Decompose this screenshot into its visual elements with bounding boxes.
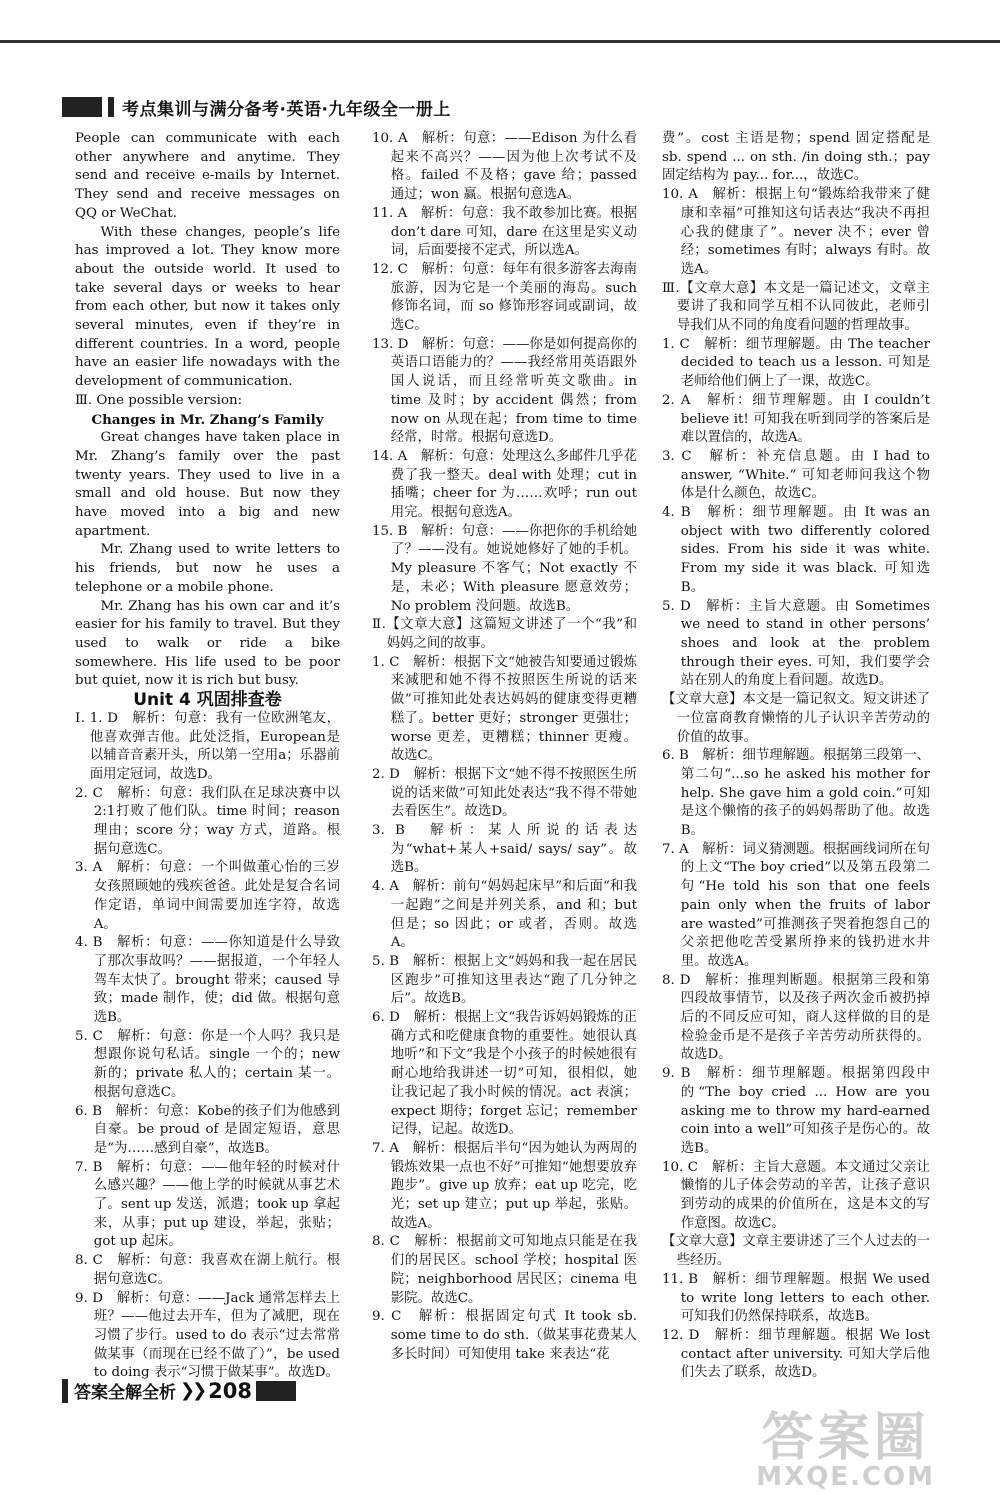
watermark-line-2: MXQE.COM bbox=[756, 1462, 935, 1492]
section-heading: Ⅲ.【文章大意】本文是一篇记述文，文章主要讲了我和同学互相不认同彼此，老师引导我们从不同的角度看问题的哲理故事。 bbox=[662, 280, 930, 334]
answer-item: 11. B 解析：细节理解题。根据 We used to write long letters to each other. 可知我们仍然保持联系，故选B。 bbox=[662, 1271, 930, 1325]
answer-item: 8. D 解析：推理判断题。根据第三段和第四段故事情节，以及孩子两次金币被扔掉后的不同反应可知，商人这样做的目的是检验金币是不是孩子辛苦劳动所获得的。故选D。 bbox=[662, 972, 930, 1063]
paragraph: Great changes have taken place in Mr. Zhang’s family over the past twenty years. They used to live in a small and old house. But now they have moved into a big and new apartment. bbox=[75, 430, 340, 539]
answer-item: 7. B 解析：句意：——他年轻的时候对什么感兴趣？——他上学的时候就从事艺术了。sent up 发送，派遣；took up 拿起来，从事；put up 建设，举起，张贴；got up 起床。 bbox=[75, 1159, 340, 1250]
answer-item: 7. A 解析：词义猜测题。根据画线词所在句的上文“The boy cried”以及第五段第二句“He told his son that one feels pain only when the fruits of labor are wasted”可推测孩子哭着抱怨自己的父亲把他吃苦受累所挣来的钱扔进水井里。故选A。 bbox=[662, 841, 930, 969]
answer-item: 2. C 解析：句意：我们队在足球决赛中以2:1打败了他们队。time 时间；reason 理由；score 分；way 方式，道路。根据句意选C。 bbox=[75, 785, 340, 857]
answer-item: 6. B 解析：句意：Kobe的孩子们为他感到自豪。be proud of 是固定短语，意思是“为……感到自豪”，故选B。 bbox=[75, 1103, 340, 1156]
answer-item: 13. D 解析：句意：——你是如何提高你的英语口语能力的？——我经常用英语跟外国人说话，而且经常听英文歌曲。in time 及时；by accident 偶然；from now on 从现在起；from time to time 经常，时常。根据句意选D。 bbox=[372, 336, 637, 446]
answer-item: 7. A 解析：根据后半句“因为她认为两周的锻炼效果一点也不好”可推知“她想要放弃跑步”。give up 放弃；eat up 吃完，吃光；set up 建立；put up 举起，张贴。故选A。 bbox=[372, 1140, 637, 1231]
answer-item: 12. C 解析：句意：每年有很多游客去海南旅游，因为它是一个美丽的海岛。such 修饰名词，而 so 修饰形容词或副词，故选C。 bbox=[372, 261, 637, 334]
answer-item: 1. C 解析：根据下文“她被告知要通过锻炼来减肥和她不得不按照医生所说的话来做”可推知此处表达妈妈的健康变得更糟糕了。better 更好；stronger 更强壮；worse 更差，更糟糕；thinner 更瘦。故选C。 bbox=[372, 654, 637, 764]
page-header bbox=[62, 95, 451, 119]
book-title: 考点集训与满分备考·英语·九年级全一册上 bbox=[122, 99, 451, 120]
paragraph: Mr. Zhang used to write letters to his friends, but now he uses a telephone or a mobile phone. bbox=[75, 542, 340, 595]
answer-item: 12. D 解析：细节理解题。根据 We lost contact after university. 可知大学后他们失去了联系，故选D。 bbox=[662, 1328, 930, 1381]
answer-item: 10. A 解析：句意：——Edison 为什么看起来不高兴？——因为他上次考试不及格。failed 不及格；gave 给；passed 通过；won 赢。根据句意选A。 bbox=[372, 131, 637, 203]
paragraph: 费”。cost 主语是物；spend 固定搭配是 sb. spend ... on sth. /in doing sth.；pay 固定结构为 pay... for...，故选C。 bbox=[662, 131, 930, 184]
answer-item: 5. B 解析：根据上文“妈妈和我一起在居民区跑步”可推知这里表达“跑了几分钟之后”。故选B。 bbox=[372, 953, 637, 1007]
page-number: 208 bbox=[208, 1378, 253, 1403]
unit-heading: Unit 4 巩固排查卷 bbox=[133, 690, 282, 711]
section-heading: 【文章大意】文章主要讲述了三个人过去的一些经历。 bbox=[662, 1234, 930, 1269]
header-bar bbox=[108, 97, 114, 117]
answer-item: 8. C 解析：句意：我喜欢在湖上航行。根据句意选C。 bbox=[75, 1253, 340, 1287]
answer-item: 6. B 解析：细节理解题。根据第三段第一、第二句“...so he asked his mother for help. She gave him a gold coin.”可知是这个懒惰的孩子的妈妈帮助了他。故选B。 bbox=[662, 748, 930, 839]
answer-item: 4. B 解析：细节理解题。由 It was an object with two differently colored sides. From his side it was white. From my side it was black. 可知选B。 bbox=[662, 505, 930, 595]
answer-item: 6. D 解析：根据上文“我告诉妈妈锻炼的正确方式和吃健康食物的重要性。她很认真地听”和下文“我是个小孩子的时候她很有耐心地给我讲述一切”可知，很相似，她让我记起了我小时候的情况。act 表演；expect 期待；forget 忘记；remember 记得，记起。故选D。 bbox=[372, 1010, 637, 1138]
watermark-line-1: 答案圈 bbox=[761, 1408, 930, 1468]
section-heading: Ⅲ. One possible version: bbox=[75, 392, 243, 408]
answer-item: 4. A 解析：前句“妈妈起床早”和后面“和我一起跑”之间是并列关系，and 和；but 但是；so 因此；or 或者，否则。故选A。 bbox=[372, 879, 637, 951]
answer-item: 2. D 解析：根据下文“她不得不按照医生所说的话来做”可知此处表达“我不得不带她去看医生”。故选D。 bbox=[372, 766, 637, 820]
answer-item: 9. C 解析：根据固定句式 It took sb. some time to do sth.（做某事花费某人多长时间）可知使用 take 来表达“花 bbox=[372, 1309, 637, 1362]
answer-item: 5. C 解析：句意：你是一个人吗？我只是想跟你说句私话。single 一个的；new 新的；private 私人的；certain 某一。根据句意选C。 bbox=[75, 1028, 340, 1100]
answer-item: 10. A 解析：根据上句“锻炼给我带来了健康和幸福”可推知这句话表达“我决不再担心我的健康了”。never 决不；ever 曾经；sometimes 有时；always 有时。故选A。 bbox=[662, 187, 930, 277]
answer-item: 3. B 解析：某人所说的话表达为“what+某人+said/ says/ say”。故选B。 bbox=[372, 823, 637, 876]
watermark-logo bbox=[756, 1395, 935, 1492]
answer-item: 5. D 解析：主旨大意题。由 Sometimes we need to stand in other persons’ shoes and look at the problem through their eyes. 可知，我们要学会站在别人的角度上看问题。故选D。 bbox=[662, 598, 930, 689]
top-rule bbox=[0, 40, 1000, 43]
paragraph: People can communicate with each other anywhere and anytime. They send and receive e-mails by Internet. They send and receive messages on QQ or WeChat. bbox=[75, 131, 340, 221]
section-heading: 【文章大意】本文是一篇记叙文。短文讲述了一位富商教育懒惰的儿子认识辛苦劳动的价值的故事。 bbox=[662, 692, 930, 745]
answer-item: 14. A 解析：句意：处理这么多邮件几乎花费了我一整天。deal with 处理；cut in 插嘴；cheer for 为……欢呼；run out 用完。根据句意选A。 bbox=[372, 448, 637, 521]
section-heading: Ⅱ.【文章大意】这篇短文讲述了一个“我”和妈妈之间的故事。 bbox=[372, 617, 637, 651]
answer-item: 15. B 解析：句意：——你把你的手机给她了？——没有。她说她修好了她的手机。My pleasure 不客气；Not exactly 不是，未必；With pleasure 愿意效劳；No problem 没问题。故选B。 bbox=[372, 523, 637, 614]
paragraph: Mr. Zhang has his own car and it’s easier for his family to travel. But they used to walk or ride a bike somewhere. His life used to be poor but quiet, now it is rich but busy. bbox=[75, 598, 340, 689]
chevron-right-icon: ❯❯ bbox=[180, 1380, 205, 1401]
answer-item: 9. D 解析：句意：——Jack 通常怎样去上班？——他过去开车，但为了减肥，现在习惯了步行。used to do 表示“过去常常做某事（而现在已经不做了）”，be used to doing 表示“习惯于做某事”。故选D。 bbox=[75, 1290, 340, 1381]
essay-title: Changes in Mr. Zhang’s Family bbox=[91, 411, 324, 428]
answer-item: 4. B 解析：句意：——你知道是什么导致了那次事故吗？——据报道，一个年轻人驾车太快了。brought 带来；caused 导致；made 制作，使；did 做。根据句意选B。 bbox=[75, 935, 340, 1026]
header-block bbox=[62, 97, 102, 117]
answer-item: 2. A 解析：细节理解题。由 I couldn’t believe it! 可知我在听到同学的答案后是难以置信的，故选A。 bbox=[662, 392, 930, 446]
section-heading: Ⅰ. 1. D 解析：句意：我有一位欧洲笔友，他喜欢弹吉他。此处泛指，European是以辅音音素开头，所以第一空用a；乐器前面用定冠词，故选D。 bbox=[75, 710, 340, 782]
footer-label: 答案全解全析 bbox=[74, 1383, 176, 1403]
answer-item: 11. A 解析：句意：我不敢参加比赛。根据don’t dare 可知，dare 在这里是实义动词，后面要接不定式，所以选A。 bbox=[372, 205, 637, 259]
answer-item: 1. C 解析：细节理解题。由 The teacher decided to teach us a lesson. 可知是老师给他们俩上了一课，故选C。 bbox=[662, 336, 930, 390]
page-footer bbox=[62, 1378, 296, 1403]
column-2 bbox=[372, 130, 637, 1364]
footer-block bbox=[256, 1381, 296, 1401]
answer-item: 10. C 解析：主旨大意题。本文通过父亲让懒惰的儿子体会劳动的辛苦，让孩子意识到劳动的成果的价值所在，这是本文的写作意图。故选C。 bbox=[662, 1159, 930, 1231]
footer-bar bbox=[62, 1379, 68, 1403]
paragraph: With these changes, people’s life has improved a lot. They know more about the outside world. It used to take several days or weeks to hear from each other, but now it takes only several minutes, even if they’re in different countries. In a word, people have an easier life nowadays with the development of communication. bbox=[75, 224, 340, 390]
column-1 bbox=[75, 130, 340, 1383]
answer-item: 3. A 解析：句意：一个叫做董心怡的三岁女孩照顾她的残疾爸爸。此处是复合名词作定语，单词中间需要加连字符，故选A。 bbox=[75, 860, 340, 932]
answer-item: 9. B 解析：细节理解题。根据第四段中的“The boy cried ... How are you asking me to throw my hard-earned coin into a well”可知孩子是伤心的。故选B。 bbox=[662, 1066, 930, 1156]
answer-item: 8. C 解析：根据前文可知地点只能是在我们的居民区。school 学校；hospital 医院；neighborhood 居民区；cinema 电影院。故选C。 bbox=[372, 1234, 637, 1306]
answer-item: 3. C 解析：补充信息题。由 I had to answer, “White.” 可知老师问我这个物体是什么颜色，故选C。 bbox=[662, 448, 930, 502]
column-3 bbox=[662, 130, 930, 1383]
